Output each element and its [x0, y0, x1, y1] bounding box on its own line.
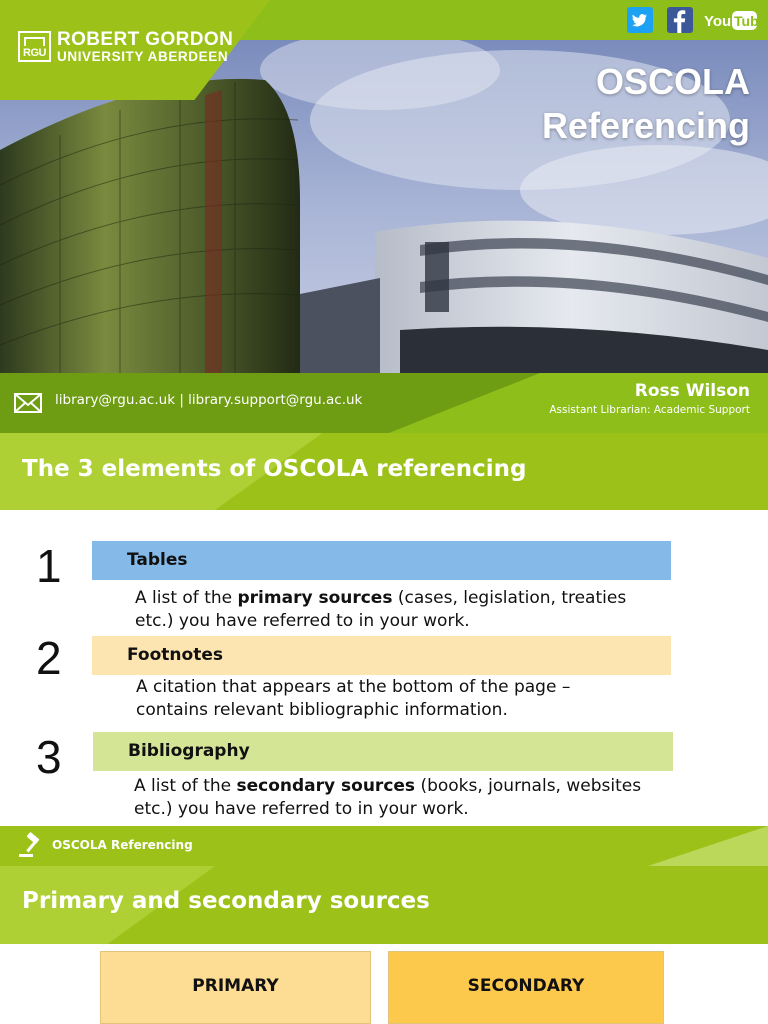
page-footer-strip — [0, 826, 768, 866]
element-bibliography-bar — [93, 732, 673, 771]
logo-mark-text: RGU — [23, 47, 46, 59]
svg-text:You: You — [704, 13, 732, 30]
primary-sources-card[interactable] — [100, 951, 371, 1024]
description-text: (cases, legislation, treaties etc.) you have referred to in your work. — [135, 588, 627, 631]
element-footnotes-description — [136, 676, 636, 722]
author-name: Ross Wilson — [634, 381, 750, 401]
youtube-icon[interactable] — [704, 7, 767, 33]
element-footnotes-bar — [92, 636, 671, 675]
section-header-elements — [0, 433, 768, 510]
rgu-logo-icon — [18, 31, 51, 62]
twitter-icon[interactable] — [627, 7, 653, 33]
element-bibliography-description — [134, 775, 664, 821]
section-header-sources — [0, 866, 768, 944]
element-number-3: 3 — [36, 731, 62, 783]
description-emphasis: secondary sources — [236, 776, 416, 796]
hero-banner — [0, 0, 768, 373]
contact-bar — [0, 373, 768, 433]
title-line-1: OSCOLA — [595, 61, 750, 102]
element-tables-description — [135, 587, 660, 633]
element-number-1: 1 — [36, 540, 62, 592]
element-bibliography-label: Bibliography — [128, 741, 250, 761]
description-text: A list of the — [134, 776, 237, 796]
element-tables-bar — [92, 541, 671, 580]
primary-label: PRIMARY — [192, 976, 279, 996]
element-number-2: 2 — [36, 632, 62, 684]
section-title-sources: Primary and secondary sources — [22, 888, 430, 914]
element-footnotes-label: Footnotes — [127, 645, 223, 665]
footer-accent — [648, 826, 768, 866]
description-text: A citation that appears at the bottom of the page – contains relevant bibliographic information. — [136, 677, 571, 720]
footer-label: OSCOLA Referencing — [52, 838, 193, 852]
secondary-label: SECONDARY — [467, 976, 585, 996]
author-role: Assistant Librarian: Academic Support — [549, 404, 750, 416]
facebook-icon[interactable] — [667, 7, 693, 33]
logo-university-name: ROBERT GORDON — [57, 29, 234, 50]
description-text: (books, journals, websites etc.) you have referred to in your work. — [134, 776, 642, 819]
svg-text:Tube: Tube — [734, 13, 767, 29]
description-text: A list of the — [135, 588, 238, 608]
title-line-2: Referencing — [541, 105, 750, 146]
contact-emails[interactable]: library@rgu.ac.uk | library.support@rgu.ac.uk — [55, 392, 363, 408]
gavel-icon — [18, 834, 44, 858]
element-tables-label: Tables — [127, 550, 188, 570]
mail-icon — [14, 393, 42, 413]
logo-university-location: UNIVERSITY ABERDEEN — [57, 49, 229, 64]
secondary-sources-card[interactable] — [388, 951, 664, 1024]
section-title-elements: The 3 elements of OSCOLA referencing — [22, 456, 527, 482]
page-title — [542, 60, 750, 148]
description-emphasis: primary sources — [237, 588, 393, 608]
